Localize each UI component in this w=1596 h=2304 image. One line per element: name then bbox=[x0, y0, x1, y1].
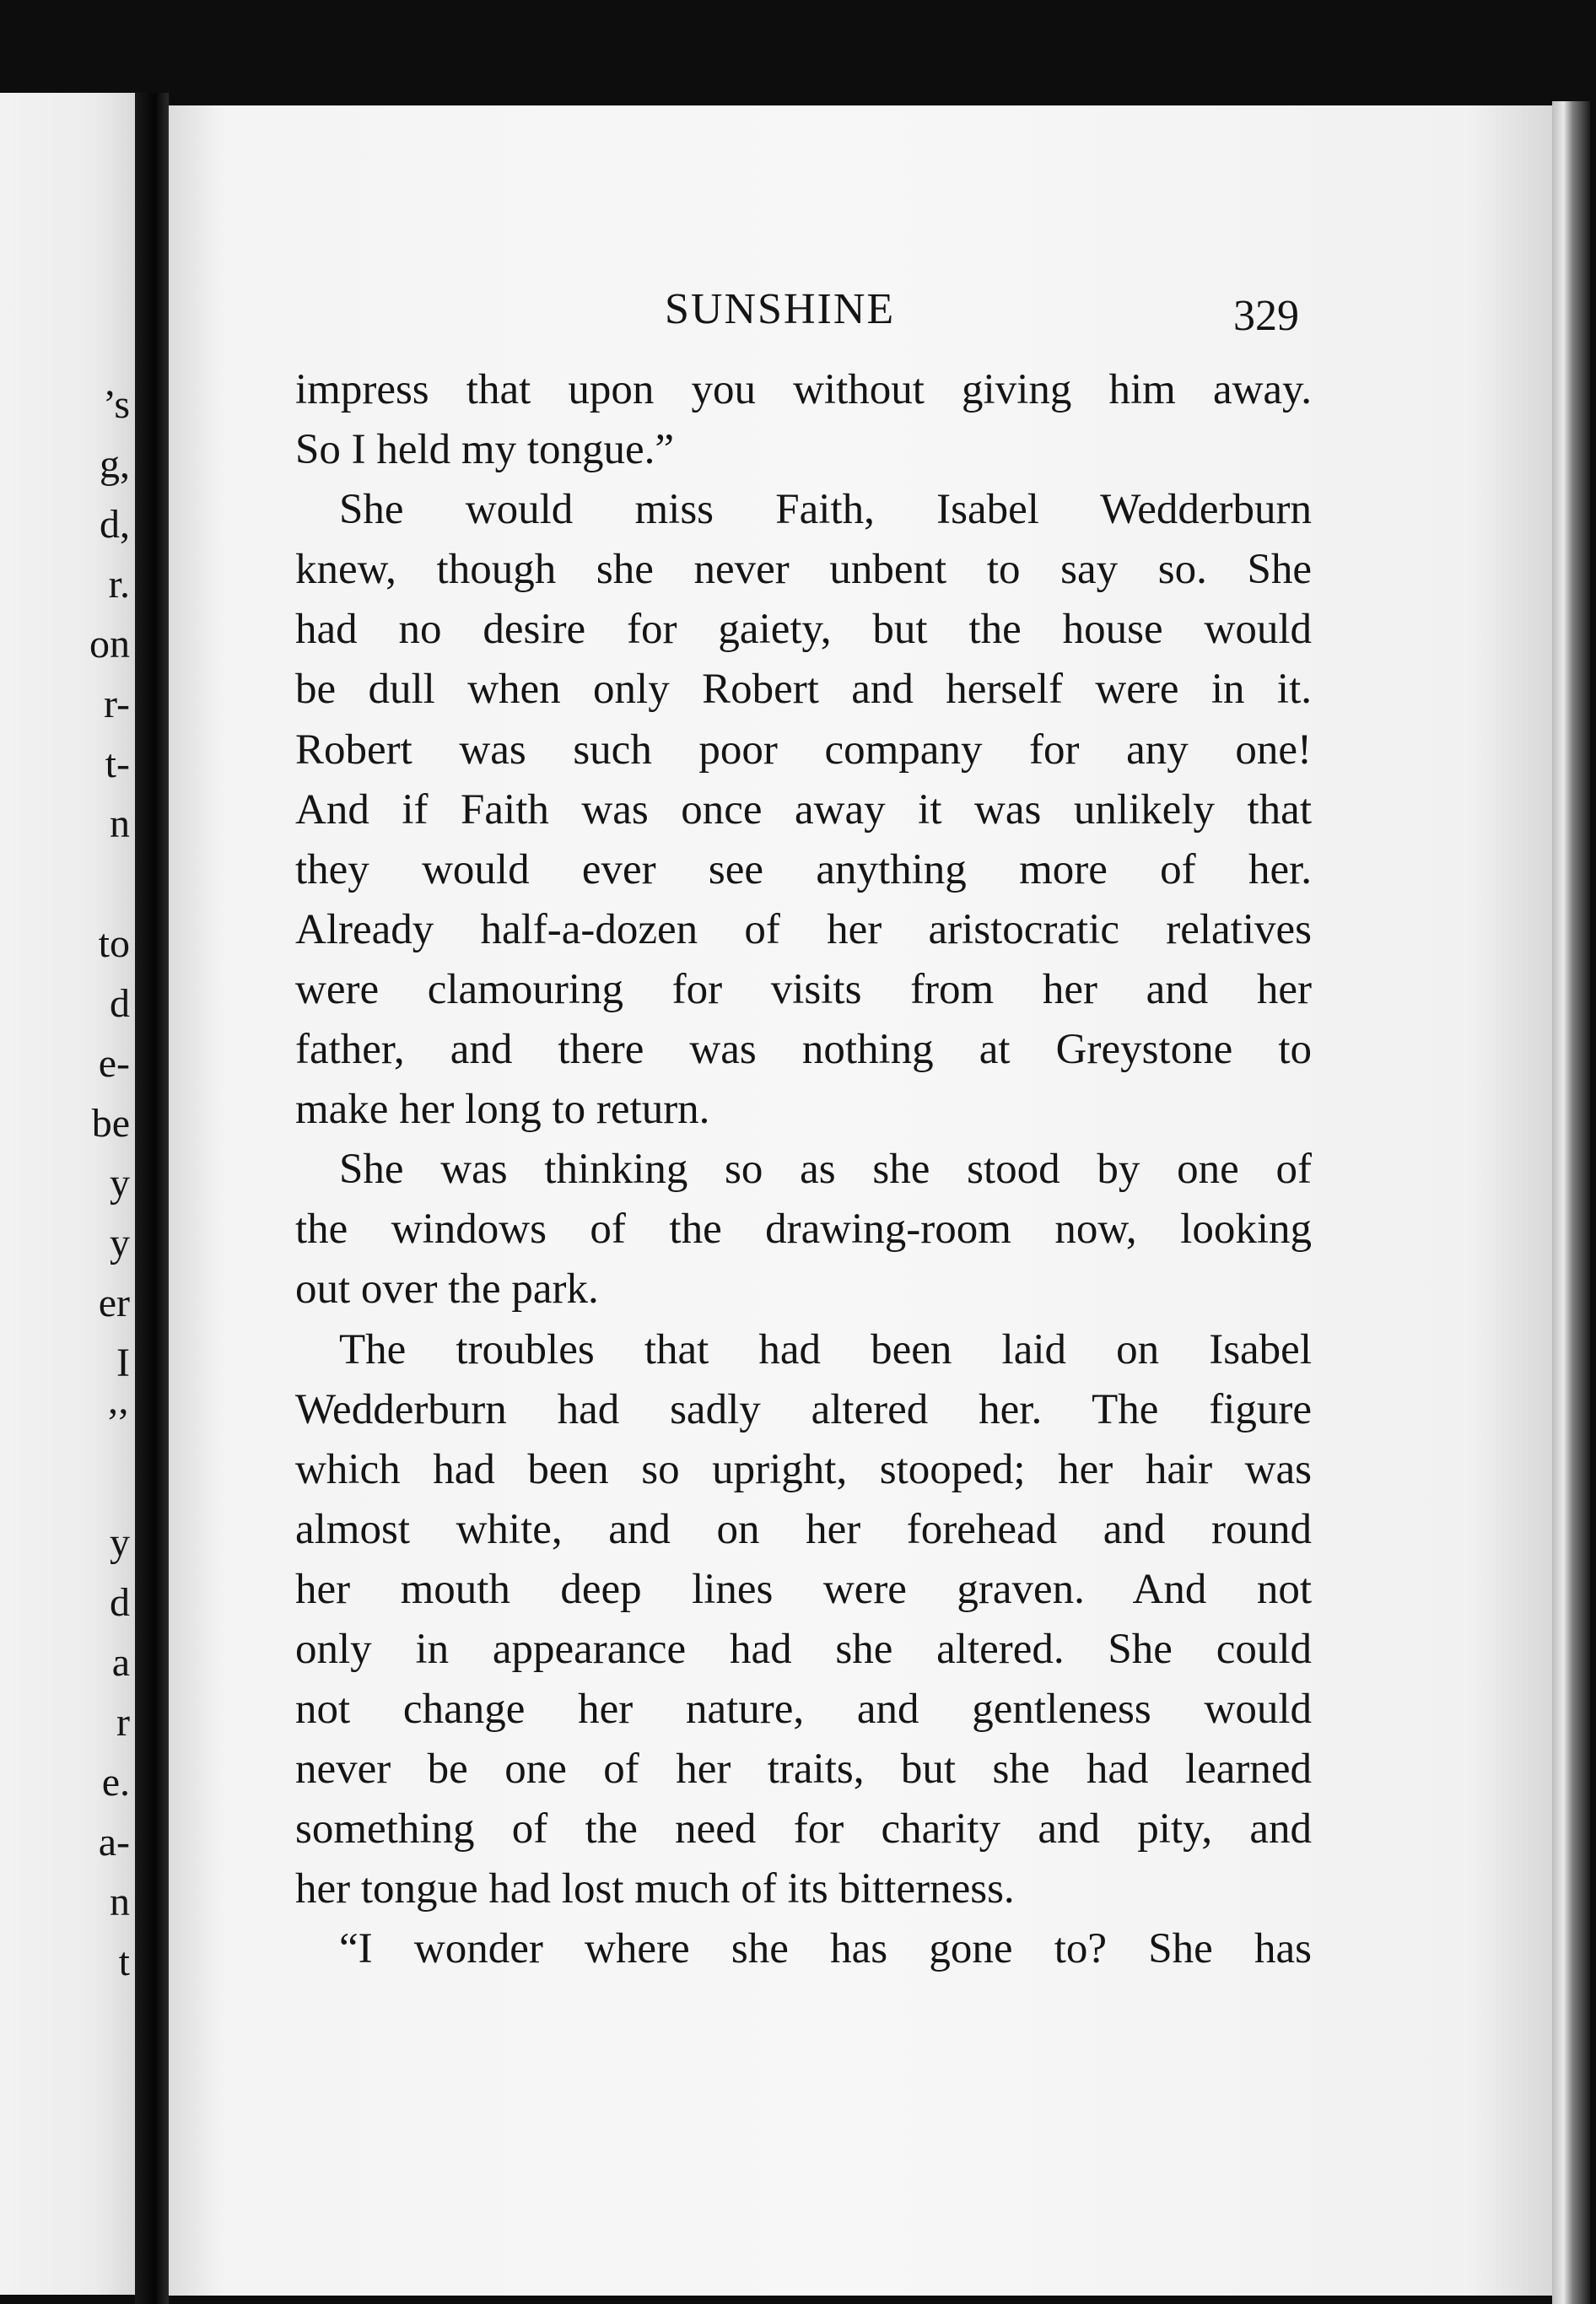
book-page bbox=[169, 105, 1552, 2296]
left-page-fragment: t bbox=[118, 1940, 130, 1984]
text-line: almost white, and on her forehead and round bbox=[295, 1505, 1312, 1553]
left-page-fragment: e- bbox=[98, 1041, 130, 1086]
left-page-fragment: to bbox=[98, 921, 130, 966]
left-page-fragment: t- bbox=[105, 742, 130, 786]
text-line: father, and there was nothing at Greystone to bbox=[295, 1026, 1312, 1074]
left-page-fragment: g, bbox=[100, 442, 130, 487]
text-line: only in appearance had she altered. She could bbox=[295, 1625, 1312, 1673]
page-body-text bbox=[295, 360, 1312, 1980]
left-page-fragment: er bbox=[98, 1281, 130, 1325]
text-line: She was thinking so as she stood by one of bbox=[339, 1146, 1312, 1194]
left-page-fragment: be bbox=[91, 1101, 130, 1146]
text-line: She would miss Faith, Isabel Wedderburn bbox=[339, 486, 1312, 534]
text-line: The troubles that had been laid on Isabel bbox=[339, 1325, 1312, 1373]
page-edge bbox=[1552, 101, 1590, 2304]
text-line: her tongue had lost much of its bitterness. bbox=[295, 1865, 1015, 1913]
text-line: not change her nature, and gentleness would bbox=[295, 1686, 1312, 1734]
left-page-fragment: r bbox=[116, 1700, 130, 1745]
text-line: make her long to return. bbox=[295, 1086, 710, 1134]
left-page-fragment: e. bbox=[101, 1760, 130, 1805]
left-facing-page bbox=[0, 93, 135, 2295]
left-page-fragment: y bbox=[110, 1161, 130, 1206]
text-line: impress that upon you without giving him away. bbox=[295, 366, 1312, 413]
running-head bbox=[169, 284, 1552, 343]
left-page-fragment: r. bbox=[108, 562, 130, 607]
left-page-fragment: y bbox=[110, 1520, 130, 1565]
left-page-fragment: d bbox=[110, 1580, 130, 1625]
text-line: they would ever see anything more of her. bbox=[295, 845, 1312, 893]
text-line: which had been so upright, stooped; her hair was bbox=[295, 1445, 1312, 1493]
text-line: were clamouring for visits from her and her bbox=[295, 965, 1312, 1013]
text-line: be dull when only Robert and herself were in it. bbox=[295, 666, 1312, 714]
page-number: 329 bbox=[1233, 292, 1299, 340]
text-line: “I wonder where she has gone to? She has bbox=[339, 1925, 1312, 1973]
left-page-fragment: a- bbox=[98, 1820, 130, 1864]
text-line: Robert was such poor company for any one! bbox=[295, 726, 1312, 774]
left-page-fragment: ’’ bbox=[105, 1400, 130, 1445]
left-page-fragment: on bbox=[89, 622, 130, 666]
left-page-fragment: a bbox=[111, 1640, 130, 1685]
text-line: the windows of the drawing-room now, looking bbox=[295, 1206, 1312, 1254]
left-page-fragment: I bbox=[116, 1341, 130, 1385]
left-page-fragment: d, bbox=[100, 502, 130, 547]
text-line: something of the need for charity and pity, and bbox=[295, 1805, 1312, 1853]
left-page-fragment: ’s bbox=[102, 382, 130, 427]
left-page-fragment: n bbox=[110, 1880, 130, 1924]
text-line: And if Faith was once away it was unlikely that bbox=[295, 785, 1312, 834]
book-gutter bbox=[135, 93, 169, 2304]
left-page-fragment: y bbox=[110, 1221, 130, 1265]
text-line: had no desire for gaiety, but the house would bbox=[295, 606, 1312, 654]
text-line: knew, though she never unbent to say so. She bbox=[295, 546, 1312, 594]
left-page-fragment: r- bbox=[103, 682, 130, 726]
text-line: So I held my tongue.” bbox=[295, 426, 675, 474]
text-line: out over the park. bbox=[295, 1265, 599, 1314]
left-page-fragment: d bbox=[110, 981, 130, 1026]
left-page-fragment: n bbox=[110, 801, 130, 846]
text-line: Wedderburn had sadly altered her. The figure bbox=[295, 1385, 1312, 1433]
text-line: never be one of her traits, but she had learned bbox=[295, 1746, 1312, 1794]
text-line: her mouth deep lines were graven. And not bbox=[295, 1565, 1312, 1613]
running-head-title: SUNSHINE bbox=[665, 285, 896, 333]
text-line: Already half-a-dozen of her aristocratic relatives bbox=[295, 905, 1312, 953]
